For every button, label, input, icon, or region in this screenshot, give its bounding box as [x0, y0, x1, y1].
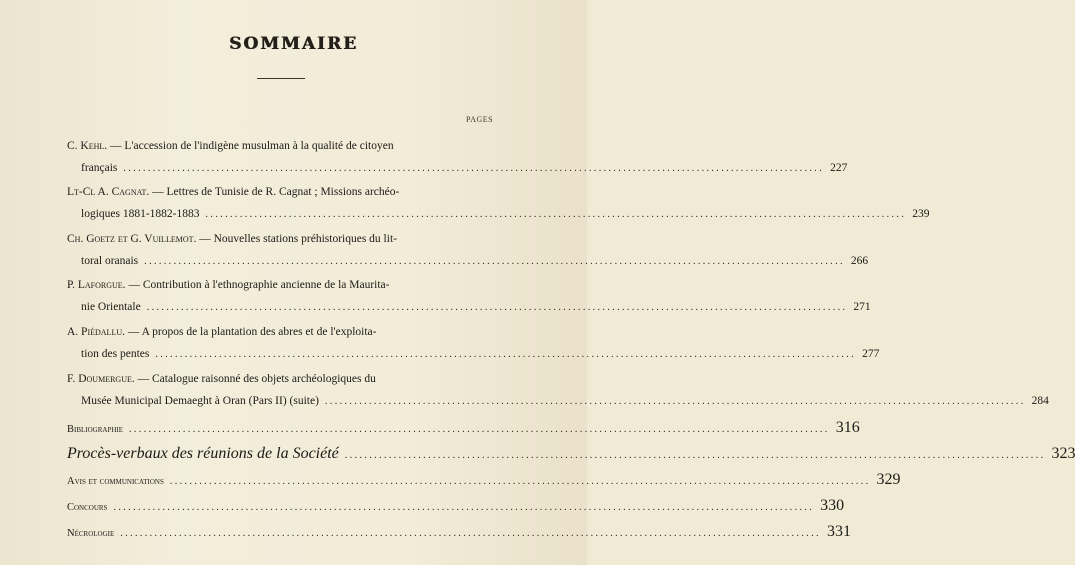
- toc-entry-line2: [81, 394, 1049, 409]
- leader-dots: ...............................................................................................................................................: [205, 209, 907, 220]
- title-rule: [257, 78, 305, 79]
- toc-entry-line1: [67, 278, 390, 292]
- toc-page-number: 239: [912, 208, 930, 220]
- toc-author: Ch. Goetz et G. Vuillemot.: [67, 233, 197, 245]
- toc-section-label: Nécrologie: [67, 528, 115, 539]
- toc-entry-single: [67, 523, 851, 541]
- toc-title: — Catalogue raisonné des objets archéologiques du: [134, 373, 376, 385]
- toc-entry-line1: [67, 185, 399, 199]
- toc-page-number: 330: [820, 497, 845, 514]
- toc-page-number: 331: [826, 523, 851, 540]
- toc-entry-line2: [81, 254, 869, 269]
- toc-title: — L'accession de l'indigène musulman à la qualité de citoyen: [107, 140, 394, 152]
- toc-title: — Contribution à l'ethnographie ancienne de la Maurita-: [125, 279, 390, 291]
- toc-author: Lt-Cl A. Cagnat.: [67, 186, 150, 198]
- toc-entry-line2: [81, 207, 930, 222]
- toc-section-label: Concours: [67, 502, 108, 513]
- toc-entry-single: [67, 497, 845, 515]
- toc-entry-single: [67, 419, 860, 437]
- pages-column-label: PAGES: [466, 115, 494, 124]
- toc-author: F. Doumergue.: [67, 373, 135, 385]
- toc-title: — Nouvelles stations préhistoriques du lit-: [196, 233, 397, 245]
- toc-page-number: 266: [850, 255, 869, 267]
- leader-dots: ...............................................................................................................................................: [344, 450, 1046, 461]
- toc-author: P. Laforgue.: [67, 279, 126, 291]
- leader-dots: ...............................................................................................................................................: [324, 396, 1026, 407]
- toc-page-number: 271: [853, 301, 871, 313]
- toc-author: A. Piédallu.: [67, 326, 125, 338]
- toc-entry-line2: [81, 347, 880, 362]
- leader-dots: ...............................................................................................................................................: [155, 349, 857, 360]
- leader-dots: ...............................................................................................................................................: [144, 256, 845, 267]
- leader-dots: ...............................................................................................................................................: [113, 502, 815, 513]
- toc-entry-single: [67, 471, 901, 489]
- leader-dots: ...............................................................................................................................................: [123, 163, 825, 174]
- leader-dots: ...............................................................................................................................................: [129, 424, 830, 435]
- leader-dots: ...............................................................................................................................................: [169, 476, 871, 487]
- toc-entry-single: [67, 445, 1075, 463]
- toc-section-label: Procès-verbaux des réunions de la Société: [67, 445, 339, 462]
- toc-title-continued: nie Orientale: [81, 301, 141, 313]
- toc-page-number: 316: [835, 419, 860, 436]
- toc-title-continued: tion des pentes: [81, 348, 150, 360]
- toc-section-label: Bibliographie: [67, 424, 123, 435]
- toc-page-number: 329: [876, 471, 901, 488]
- toc-title: — Lettres de Tunisie de R. Cagnat ; Missions archéo-: [149, 186, 400, 198]
- toc-entry-line2: [81, 161, 848, 176]
- toc-entry-line1: [67, 325, 376, 339]
- leader-dots: ...............................................................................................................................................: [120, 528, 821, 539]
- toc-entry-line1: [67, 372, 376, 386]
- toc-section-label: Avis et communications: [67, 476, 164, 487]
- toc-title-continued: toral oranais: [81, 255, 139, 267]
- toc-title: — A propos de la plantation des abres et de l'exploita-: [124, 326, 377, 338]
- toc-page-number: 227: [830, 162, 848, 174]
- toc-author: C. Kehl.: [67, 140, 108, 152]
- toc-entry-line1: [67, 232, 397, 246]
- toc-title-continued: logiques 1881-1882-1883: [81, 208, 200, 220]
- toc-title-continued: Musée Municipal Demaeght à Oran (Pars II) (suite): [81, 395, 319, 407]
- toc-page-number: 284: [1031, 395, 1049, 407]
- toc-page-number: 277: [862, 348, 880, 360]
- toc-title-continued: français: [81, 162, 118, 174]
- toc-entry-line1: [67, 139, 394, 153]
- toc-page-number: 323: [1051, 445, 1075, 462]
- leader-dots: ...............................................................................................................................................: [146, 302, 848, 313]
- toc-entry-line2: [81, 300, 871, 315]
- page-title: SOMMAIRE: [229, 34, 358, 54]
